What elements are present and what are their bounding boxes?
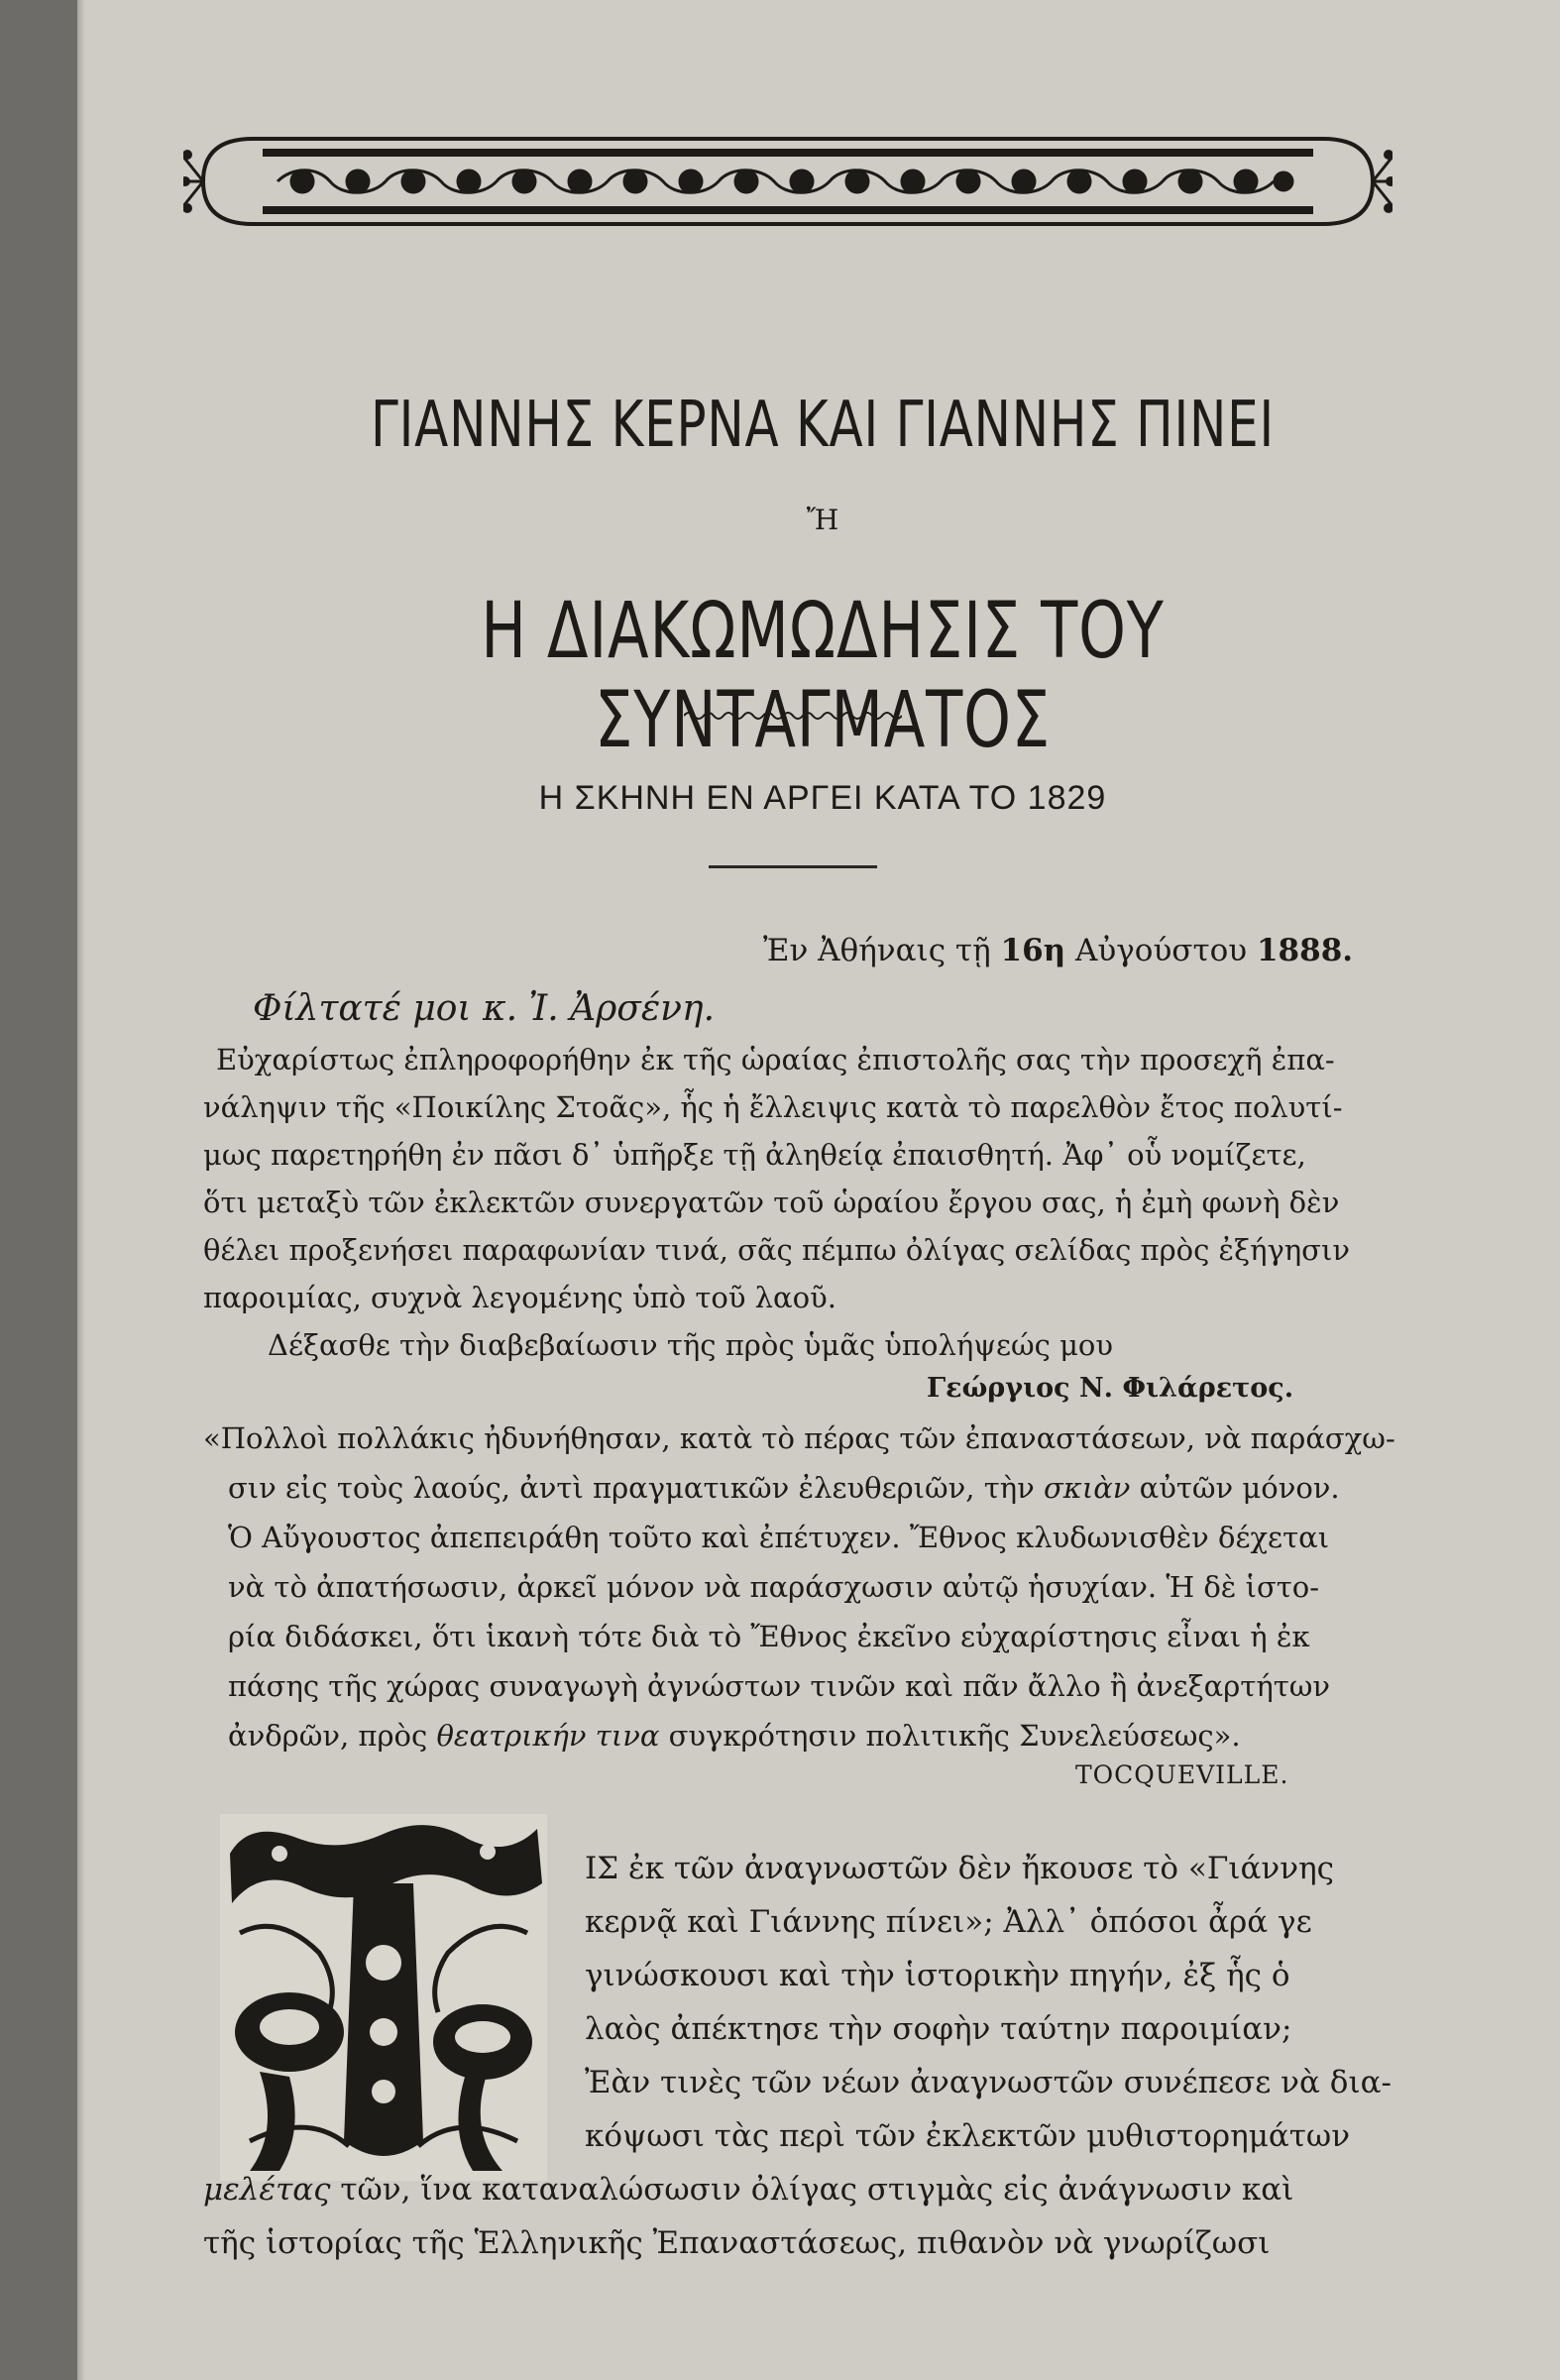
- letter-signature: Γεώργιος Ν. Φιλάρετος.: [927, 1373, 1294, 1404]
- letter-line: Δέξασθε τὴν διαβεβαίωσιν τῆς πρὸς ὑμᾶς ὑπολήψεώς μου: [268, 1328, 1114, 1362]
- body-line: κερνᾷ καὶ Γιάννης πίνει»; Ἀλλ᾽ ὁπόσοι ἆρά γε: [585, 1904, 1312, 1940]
- letter-line: θέλει προξενήσει παραφωνίαν τινά, σᾶς πέμπω ὀλίγας σελίδας πρὸς ἐξήγησιν: [203, 1233, 1350, 1267]
- book-gutter: [0, 0, 77, 2380]
- letter-line: Εὐχαρίστως ἐπληροφορήθην ἐκ τῆς ὡραίας ἐπιστολῆς σας τὴν προσεχῆ ἐπα-: [216, 1043, 1335, 1077]
- page-title-line-1: ΓΙΑΝΝΗΣ ΚΕΡΝΑ ΚΑΙ ΓΙΑΝΝΗΣ ΠΙΝΕΙ: [371, 389, 1275, 462]
- quote-line: «Πολλοὶ πολλάκις ἠδυνήθησαν, κατὰ τὸ πέρας τῶν ἐπαναστάσεων, νὰ παράσχω-: [203, 1421, 1395, 1455]
- quote-attribution: TOCQUEVILLE.: [1075, 1760, 1289, 1789]
- ornamental-headpiece: [183, 127, 1393, 236]
- dateline: Ἐν Ἀθήναις τῇ 16η Αὐγούστου 1888.: [763, 933, 1354, 968]
- quote-line: νὰ τὸ ἀπατήσωσιν, ἀρκεῖ μόνον νὰ παράσχωσιν αὐτῷ ἡσυχίαν. Ἡ δὲ ἱστο-: [228, 1570, 1320, 1604]
- page-title-line-2: Η ΔΙΑΚΩΜΩΔΗΣΙΣ ΤΟΥ ΣΥΝΤΑΓΜΑΤΟΣ: [481, 587, 1165, 765]
- quote-line: σιν εἰς τοὺς λαούς, ἀντὶ πραγματικῶν ἐλευθεριῶν, τὴν σκιὰν αὐτῶν μόνον.: [228, 1471, 1340, 1505]
- body-line: Ἐὰν τινὲς τῶν νέων ἀναγνωστῶν συνέπεσε νὰ δια-: [585, 2065, 1393, 2100]
- body-line: ΙΣ ἐκ τῶν ἀναγνωστῶν δὲν ἤκουσε τὸ «Γιάννης: [585, 1851, 1335, 1886]
- wavy-divider: [684, 709, 902, 723]
- short-divider: [709, 865, 877, 868]
- letter-line: ὅτι μεταξὺ τῶν ἐκλεκτῶν συνεργατῶν τοῦ ὡραίου ἔργου σας, ἡ ἐμὴ φωνὴ δὲν: [203, 1186, 1340, 1219]
- body-line: τῆς ἱστορίας τῆς Ἑλληνικῆς Ἐπαναστάσεως, πιθανὸν νὰ γνωρίζωσι: [203, 2225, 1271, 2261]
- body-line: γινώσκουσι καὶ τὴν ἱστορικὴν πηγήν, ἐξ ἧς ὁ: [585, 1958, 1290, 1993]
- letter-line: νάληψιν τῆς «Ποικίλης Στοᾶς», ἧς ἡ ἔλλειψις κατὰ τὸ παρελθὸν ἔτος πολυτί-: [203, 1090, 1343, 1124]
- body-line: μελέτας τῶν, ἵνα καταναλώσωσιν ὀλίγας στιγμὰς εἰς ἀνάγνωσιν καὶ: [203, 2172, 1294, 2208]
- letter-line: μως παρετηρήθη ἐν πᾶσι δ᾽ ὑπῆρξε τῇ ἀληθείᾳ ἐπαισθητή. Ἀφ᾽ οὗ νομίζετε,: [203, 1138, 1306, 1172]
- decorated-initial: [220, 1814, 547, 2181]
- body-line: λαὸς ἀπέκτησε τὴν σοφὴν ταύτην παροιμίαν;: [585, 2011, 1292, 2047]
- body-line: κόψωσι τὰς περὶ τῶν ἐκλεκτῶν μυθιστορημάτων: [585, 2118, 1351, 2154]
- quote-line: πάσης τῆς χώρας συναγωγὴ ἀγνώστων τινῶν καὶ πᾶν ἄλλο ἢ ἀνεξαρτήτων: [228, 1669, 1331, 1703]
- quote-line: Ὁ Αὔγουστος ἀπεπειράθη τοῦτο καὶ ἐπέτυχεν. Ἔθνος κλυδωνισθὲν δέχεται: [228, 1521, 1330, 1554]
- letter-line: παροιμίας, συχνὰ λεγομένης ὑπὸ τοῦ λαοῦ.: [203, 1281, 836, 1314]
- title-or-word: Ἤ: [806, 504, 839, 536]
- quote-line: ἀνδρῶν, πρὸς θεατρικήν τινα συγκρότησιν πολιτικῆς Συνελεύσεως».: [228, 1719, 1241, 1753]
- subtitle: Η ΣΚΗΝΗ ΕΝ ΑΡΓΕΙ ΚΑΤΑ ΤΟ 1829: [538, 779, 1107, 817]
- salutation: Φίλτατέ μοι κ. Ἰ. Ἀρσένη.: [253, 988, 716, 1029]
- initial-letter-illustration: [220, 1814, 547, 2181]
- quote-line: ρία διδάσκει, ὅτι ἱκανὴ τότε διὰ τὸ Ἔθνος ἐκεῖνο εὐχαρίστησις εἶναι ἡ ἐκ: [228, 1620, 1310, 1653]
- page-edge-shadow: [77, 0, 85, 2380]
